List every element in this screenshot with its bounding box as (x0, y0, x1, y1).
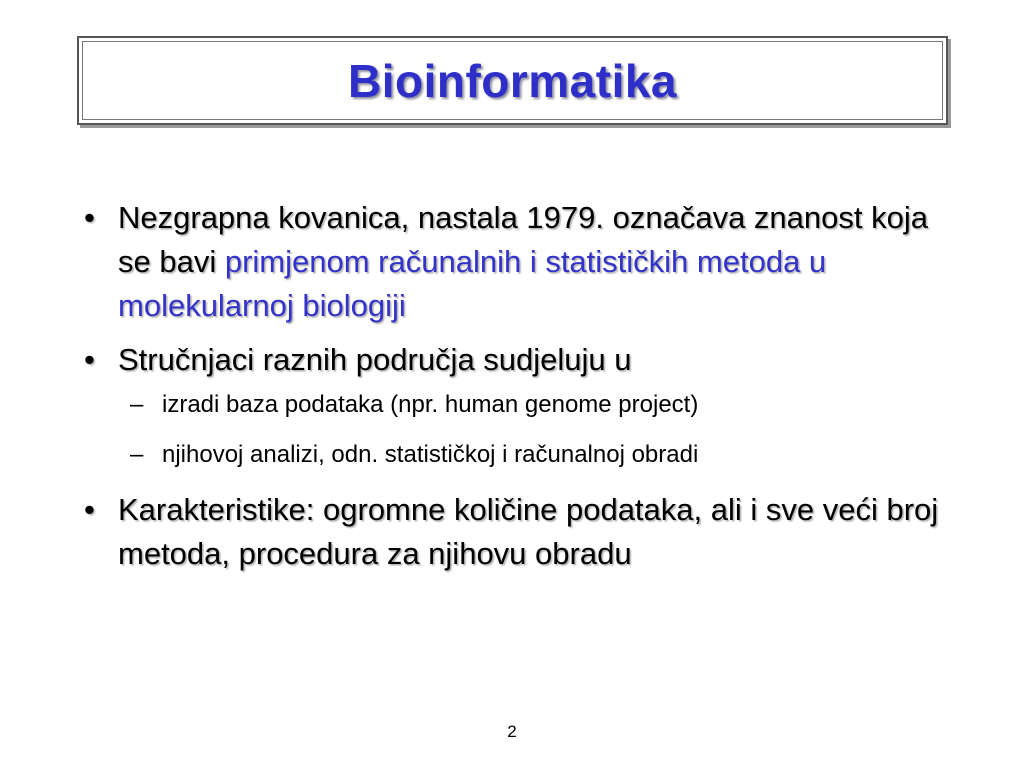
sub-bullet-marker: – (130, 391, 144, 418)
sub-bullet-item (80, 438, 950, 472)
bullet-marker: • (84, 342, 95, 377)
bullet-item (80, 196, 950, 328)
bullet-highlight-text: primjenom računalnih i statističkih metoda u molekularnoj biologiji (118, 244, 827, 323)
page-number: 2 (507, 722, 517, 741)
sub-bullet-text: njihovoj analizi, odn. statističkoj i računalnoj obradi (162, 441, 699, 468)
bullet-text: Karakteristike: ogromne količine podataka, ali i sve veći broj metoda, procedura za njihovu obradu (118, 492, 939, 571)
sub-bullet-marker: – (130, 441, 144, 468)
slide-title: Bioinformatika (347, 54, 678, 107)
bullet-item (80, 488, 950, 576)
sub-bullet-text: izradi baza podataka (npr. human genome project) (162, 391, 699, 418)
bullet-marker: • (84, 492, 95, 527)
bullet-item (80, 338, 950, 382)
bullet-text: Stručnjaci raznih područja sudjeluju u (118, 342, 632, 377)
bullet-text: Nezgrapna kovanica, nastala 1979. označava znanost koja se bavi (118, 200, 928, 279)
bullet-marker: • (84, 200, 95, 235)
title-box (77, 36, 948, 125)
slide-content (80, 196, 950, 586)
sub-bullet-item (80, 388, 950, 422)
